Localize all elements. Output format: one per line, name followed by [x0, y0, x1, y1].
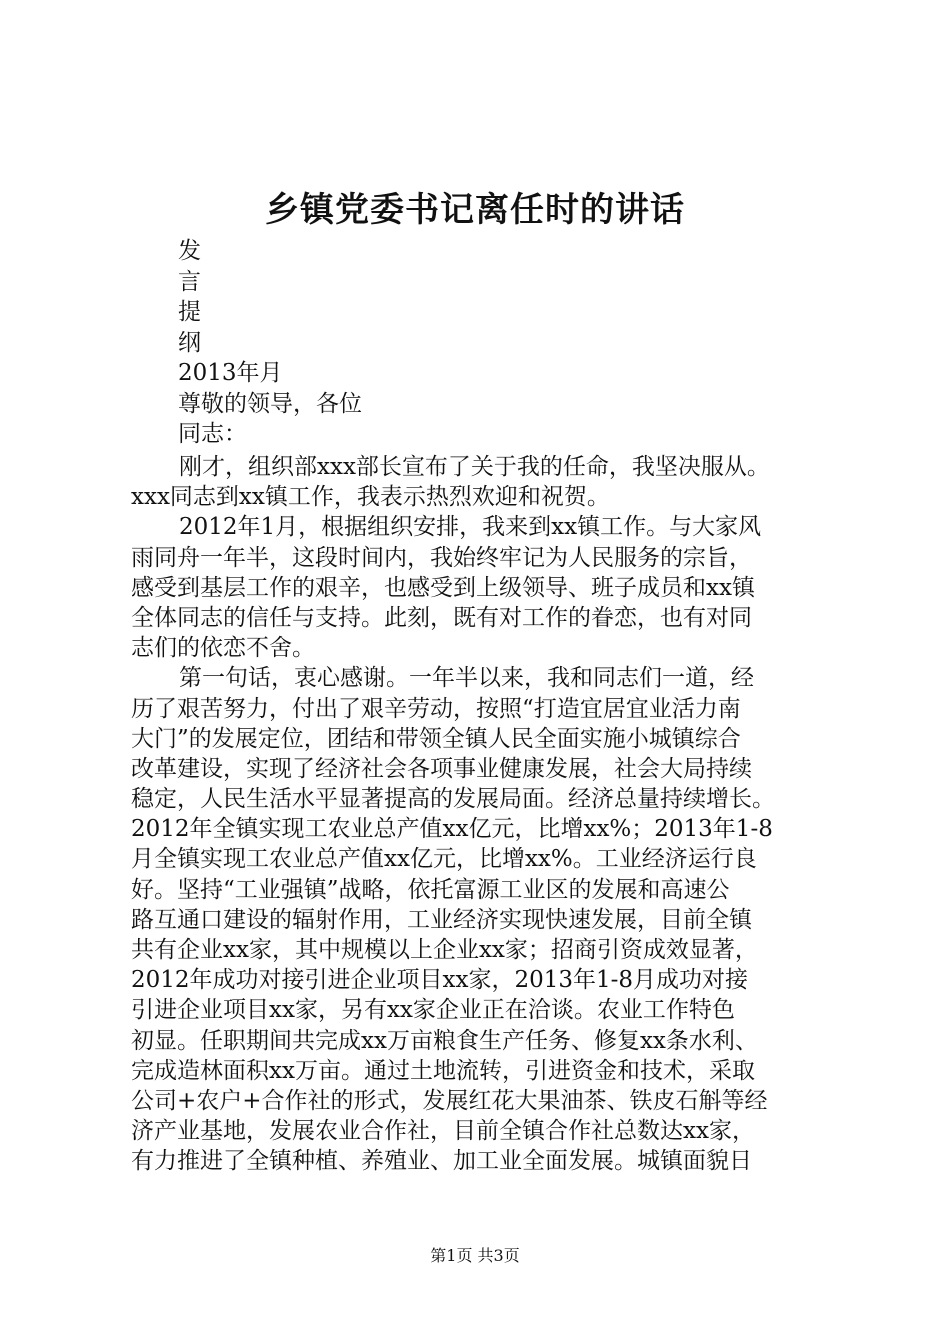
body-line: 第一句话，衷心感谢。一年半以来，我和同志们一道，经 [179, 665, 754, 692]
heading-line: 发 [178, 238, 201, 264]
body-line: 大门”的发展定位，团结和带领全镇人民全面实施小城镇综合 [131, 725, 741, 752]
body-line: 引进企业项目xx家，另有xx家企业正在洽谈。农业工作特色 [131, 997, 735, 1024]
body-line: 全体同志的信任与支持。此刻，既有对工作的眷恋，也有对同 [131, 604, 752, 631]
body-line: 刚才，组织部xxx部长宣布了关于我的任命，我坚决服从。 [179, 454, 770, 480]
heading-block [178, 236, 362, 450]
body-line: 改革建设，实现了经济社会各项事业健康发展，社会大局持续 [131, 755, 752, 782]
body-line: 感受到基层工作的艰辛，也感受到上级领导、班子成员和xx镇 [131, 574, 755, 601]
body-line: 2012年成功对接引进企业项目xx家，2013年1-8月成功对接 [131, 967, 749, 994]
body-line: 共有企业xx家，其中规模以上企业xx家；招商引资成效显著， [131, 937, 758, 963]
body-line: 初显。任职期间共完成xx万亩粮食生产任务、修复xx条水利、 [131, 1027, 758, 1054]
body-line: 完成造林面积xx万亩。通过土地流转，引进资金和技术，采取 [131, 1057, 755, 1084]
body-line: 稳定，人民生活水平显著提高的发展局面。经济总量持续增长。 [131, 786, 775, 813]
body-line: xxx同志到xx镇工作，我表示热烈欢迎和祝贺。 [131, 484, 610, 511]
page-footer: 第1页 共3页 [430, 1246, 520, 1265]
body-line: 济产业基地，发展农业合作社，目前全镇合作社总数达xx家， [131, 1118, 755, 1145]
body-line: 路互通口建设的辐射作用，工业经济实现快速发展，目前全镇 [131, 906, 752, 933]
body-text [131, 452, 831, 1177]
heading-line: 言 [178, 268, 201, 295]
salutation-line: 同志： [178, 421, 247, 447]
salutation-line: 尊敬的领导，各位 [178, 390, 362, 417]
document-title: 乡镇党委书记离任时的讲话 [265, 190, 685, 230]
heading-line: 提 [178, 299, 201, 325]
body-line: 2012年全镇实现工农业总产值xx亿元，比增xx%；2013年1-8 [131, 816, 773, 843]
body-line: 公司+农户+合作社的形式，发展红花大果油茶、铁皮石斛等经 [131, 1087, 768, 1114]
heading-line: 纲 [178, 329, 201, 356]
body-line: 雨同舟一年半，这段时间内，我始终牢记为人民服务的宗旨， [131, 544, 752, 571]
body-line: 好。坚持“工业强镇”战略，依托富源工业区的发展和高速公 [131, 876, 730, 903]
body-line: 月全镇实现工农业总产值xx亿元，比增xx%。工业经济运行良 [131, 846, 757, 873]
body-line: 有力推进了全镇种植、养殖业、加工业全面发展。城镇面貌日 [131, 1148, 752, 1175]
date-line: 2013年月 [178, 360, 283, 386]
body-line: 2012年1月，根据组织安排，我来到xx镇工作。与大家风 [179, 514, 762, 541]
body-line: 历了艰苦努力，付出了艰辛劳动，按照“打造宜居宜业活力南 [131, 695, 741, 722]
body-line: 志们的依恋不舍。 [131, 635, 315, 662]
